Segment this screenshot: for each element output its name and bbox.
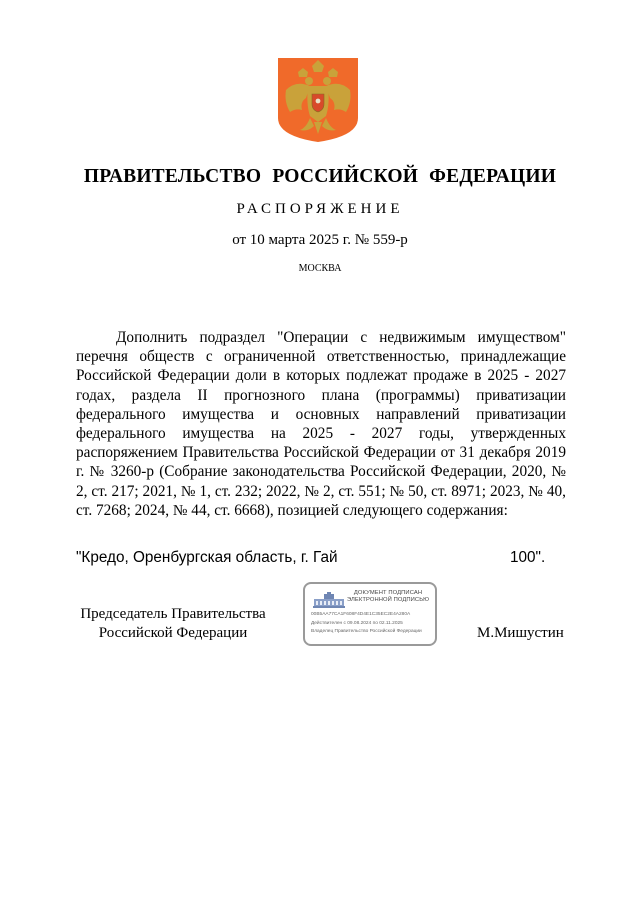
document-date-number: от 10 марта 2025 г. № 559-р [232, 232, 408, 248]
stamp-validity: Действителен с 09.08.2024 по 02.11.2025 [311, 621, 403, 626]
quoted-entry: "Кредо, Оренбургская область, г. Гай [76, 549, 338, 566]
document-city: МОСКВА [298, 263, 342, 274]
signer-title [68, 605, 278, 643]
stamp-heading-line1: ДОКУМЕНТ ПОДПИСАН [353, 590, 423, 596]
electronic-signature-stamp [303, 582, 437, 646]
stamp-owner: Владелец Правительство Российской Федерации [311, 629, 422, 634]
signer-title-line1: Председатель Правительства [80, 606, 266, 622]
stamp-certificate-number: 00B5AA77CA1F608F4D4E1C35EC2E4A280A [311, 612, 411, 617]
coat-of-arms-emblem [276, 56, 360, 144]
government-title: ПРАВИТЕЛЬСТВО РОССИЙСКОЙ ФЕДЕРАЦИИ [83, 166, 557, 187]
signer-name: М.Мишустин [477, 625, 564, 641]
document-type: РАСПОРЯЖЕНИЕ [236, 201, 404, 217]
signer-title-line2: Российской Федерации [98, 625, 248, 641]
order-paragraph: Дополнить подраздел "Операции с недвижимым имуществом" перечня обществ с ограниченной ответственностью, принадлежащие Российской Федерации доли в которых подлежат продаже в 2025 - 2027 годах, раздела II прогнозного плана (программы) приватизации федерального имущества и основных направлений приватизации федерального имущества на 2025 - 2027 годы, утвержденных распоряжением Правительства Российской Федерации от 31 декабря 2019 г. № 3260-р (Собрание законодательства Российской Федерации, 2020, № 2, ст. 217; 2021, № 1, ст. 232; 2022, № 2, ст. 551; № 50, ст. 8971; 2023, № 40, ст. 7268; 2024, № 44, ст. 6668), позицией следующего содержания: [76, 329, 566, 519]
stamp-heading-line2: ЭЛЕКТРОННОЙ ПОДПИСЬЮ [346, 597, 430, 604]
stamp-heading [341, 590, 435, 604]
quoted-entry-value: 100". [510, 549, 546, 566]
